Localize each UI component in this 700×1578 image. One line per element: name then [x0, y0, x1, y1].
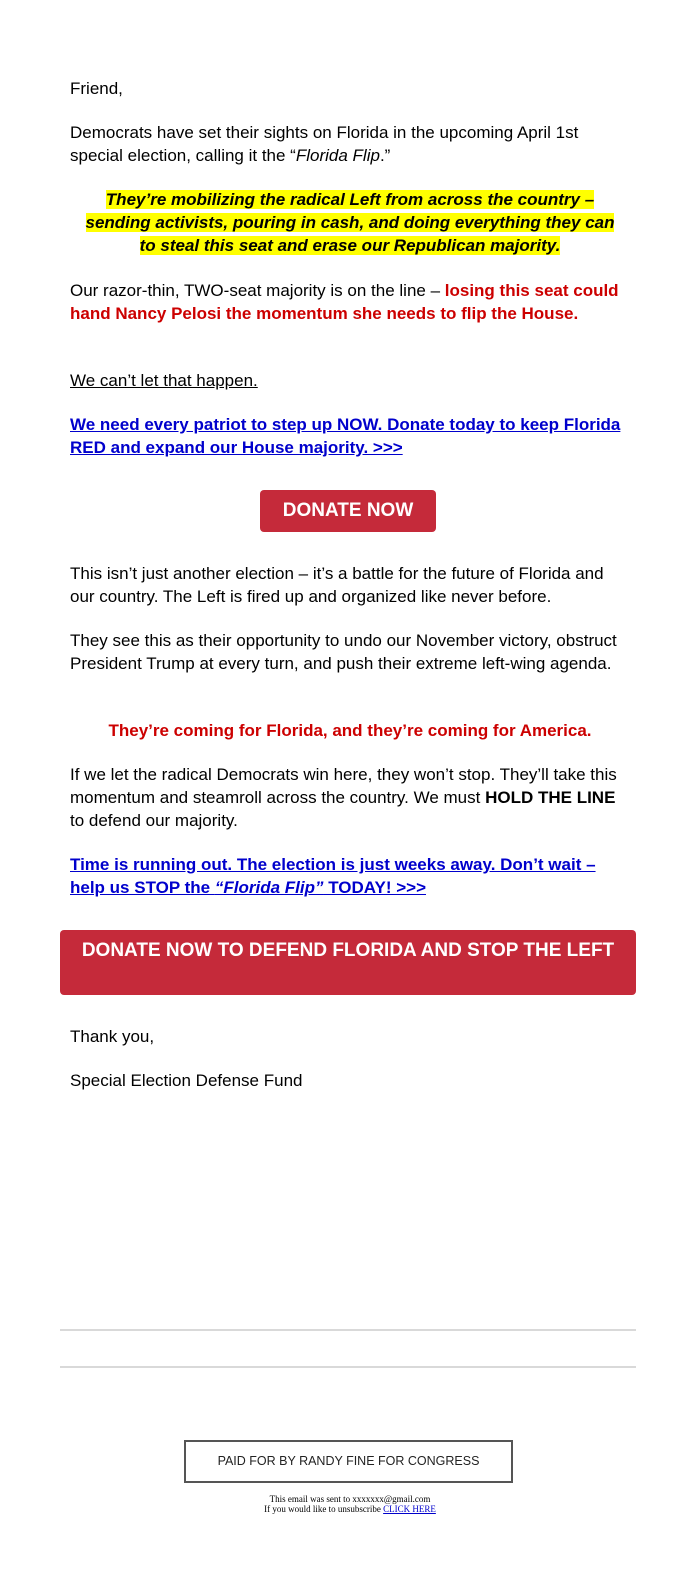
greeting: Friend, — [70, 79, 123, 98]
defend-florida-button[interactable]: DONATE NOW TO DEFEND FLORIDA AND STOP THE LEFT — [60, 930, 636, 995]
opportunity-paragraph: They see this as their opportunity to undo our November victory, obstruct President Trump at every turn, and push their extreme left-wing agenda. — [70, 631, 617, 673]
link2-text: Time is running out. The election is just weeks away. Don’t wait – help us STOP the — [70, 855, 596, 897]
highlight-text: They’re mobilizing the radical Left from across the country – sending activists, pouring in cash, and doing everything they can to steal this seat and erase our Republican majority. — [85, 190, 615, 255]
majority-red-text: losing this seat could hand Nancy Pelosi the momentum she needs to flip the House. — [70, 281, 619, 323]
divider — [60, 1366, 636, 1368]
radical-end: to defend our majority. — [70, 811, 238, 830]
radical-text: If we let the radical Democrats win here, they won’t stop. They’ll take this momentum and steamroll across the country. We must — [70, 765, 617, 807]
link2-end: TODAY! >>> — [323, 878, 426, 897]
divider — [60, 1329, 636, 1331]
cant-let-paragraph — [70, 369, 630, 392]
battle-paragraph: This isn’t just another election – it’s a battle for the future of Florida and our country. The Left is fired up and organized like never before. — [70, 564, 604, 606]
donate-link-paragraph-1 — [70, 413, 630, 459]
donate-link-paragraph-2 — [70, 853, 630, 899]
cant-let-text: We can’t let that happen. — [70, 371, 258, 390]
thanks: Thank you, — [70, 1027, 155, 1046]
majority-paragraph — [70, 279, 630, 325]
donate-link-2[interactable] — [70, 855, 596, 897]
unsubscribe-link[interactable]: CLICK HERE — [383, 1504, 436, 1514]
sent-to-text: This email was sent to xxxxxxx@gmail.com — [269, 1494, 431, 1504]
intro-paragraph — [70, 121, 630, 167]
donate-now-button[interactable]: DONATE NOW — [260, 490, 436, 532]
coming-for-text: They’re coming for Florida, and they’re coming for America. — [108, 721, 592, 740]
unsubscribe-line — [0, 1504, 700, 1514]
intro-italic: Florida Flip — [295, 146, 380, 165]
paid-for-disclaimer: PAID FOR BY RANDY FINE FOR CONGRESS — [184, 1440, 513, 1483]
footer — [0, 1494, 700, 1514]
intro-end: .” — [379, 146, 391, 165]
intro-text: Democrats have set their sights on Florida in the upcoming April 1st special election, calling it the “ — [70, 123, 579, 165]
majority-text: Our razor-thin, TWO-seat majority is on the line – — [70, 281, 445, 300]
link2-italic: “Florida Flip” — [214, 878, 324, 897]
unsubscribe-text: If you would like to unsubscribe — [264, 1504, 381, 1514]
highlight-paragraph — [80, 188, 620, 257]
radical-paragraph — [70, 763, 630, 832]
donate-link-1[interactable]: We need every patriot to step up NOW. Donate today to keep Florida RED and expand our House majority. >>> — [70, 415, 621, 457]
coming-for-paragraph — [70, 719, 630, 742]
hold-the-line-text: HOLD THE LINE — [485, 788, 616, 807]
signature: Special Election Defense Fund — [70, 1071, 303, 1090]
